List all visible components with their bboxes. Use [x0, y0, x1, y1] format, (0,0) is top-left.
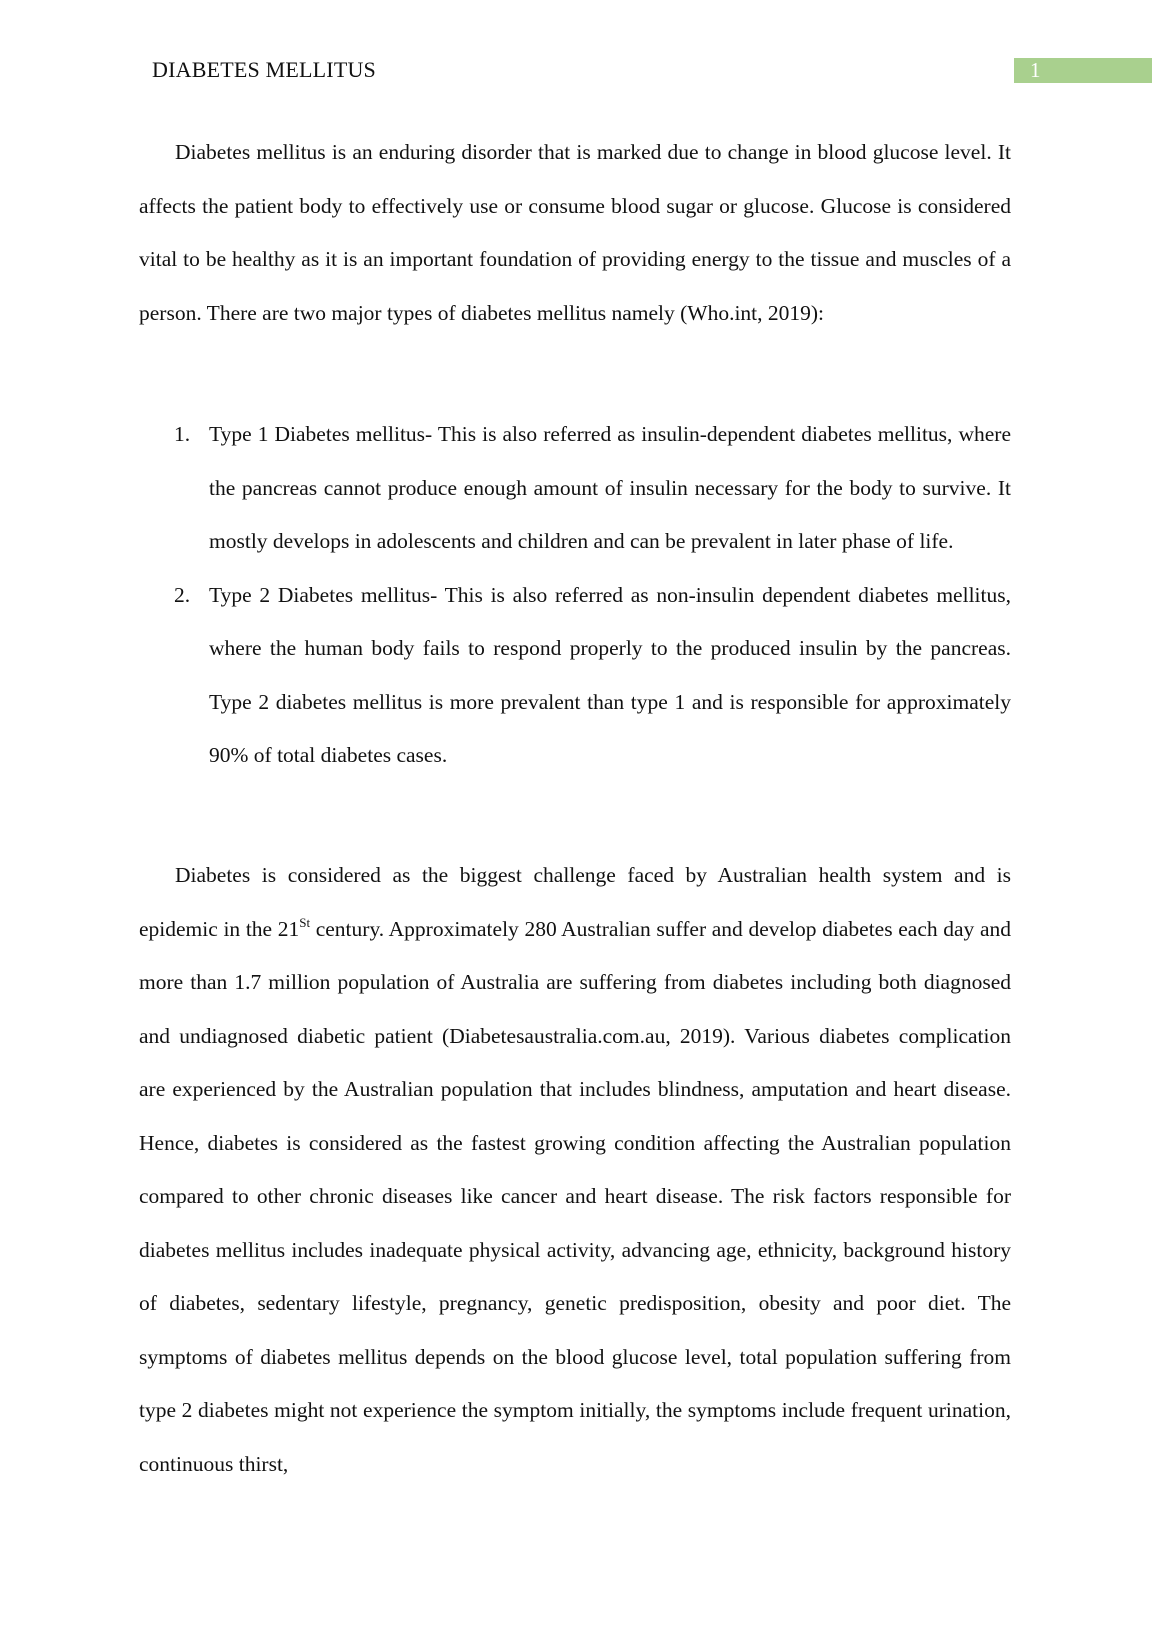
list-item-text: Type 2 Diabetes mellitus- This is also referred as non-insulin dependent diabetes mellitus, where the human body fails to respond properly to the produced insulin by the pancreas. Type 2 diabetes mellitus is more prevalent than type 1 and is responsible for approximately 90% of total diabetes cases.	[209, 582, 1011, 767]
ordinal-superscript: St	[299, 914, 311, 930]
running-header-title: DIABETES MELLITUS	[152, 57, 376, 82]
paragraph-text-start: Diabetes is considered as the biggest challenge faced by Australian health system and is epidemic in the 21	[139, 863, 1011, 941]
list-item	[139, 408, 1011, 569]
intro-paragraph: Diabetes mellitus is an enduring disorder that is marked due to change in blood glucose level. It affects the patient body to effectively use or consume blood sugar or glucose. Glucose is considered vital to be healthy as it is an important foundation of providing energy to the tissue and muscles of a person. There are two major types of diabetes mellitus namely (Who.int, 2019):	[139, 140, 1011, 325]
list-item-number: 1.	[174, 422, 191, 446]
page-number: 1	[1030, 58, 1041, 82]
list-item-number: 2.	[174, 582, 191, 607]
paragraph-text-end: century. Approximately 280 Australian suffer and develop diabetes each day and more than 1.7 million population of Australia are suffering from diabetes including both diagnosed and undiagnosed diabetic patient (Diabetesaustralia.com.au, 2019). Various diabetes complication are experienced by the Australian population that includes blindness, amputation and heart disease. Hence, diabetes is considered as the fastest growing condition affecting the Australian population compared to other chronic diseases like cancer and heart disease. The risk factors responsible for diabetes mellitus includes inadequate physical activity, advancing age, ethnicity, background history of diabetes, sedentary lifestyle, pregnancy, genetic predisposition, obesity and poor diet. The symptoms of diabetes mellitus depends on the blood glucose level, total population suffering from type 2 diabetes might not experience the symptom initially, the symptoms include frequent urination, continuous thirst,	[139, 916, 1011, 1476]
diabetes-types-list	[139, 408, 1011, 783]
list-item	[139, 569, 1011, 783]
page-number-bar	[1014, 58, 1152, 83]
list-item-text: Type 1 Diabetes mellitus- This is also referred as insulin-dependent diabetes mellitus, where the pancreas cannot produce enough amount of insulin necessary for the body to survive. It mostly develops in adolescents and children and can be prevalent in later phase of life.	[209, 422, 1011, 553]
australia-paragraph	[139, 849, 1011, 1491]
